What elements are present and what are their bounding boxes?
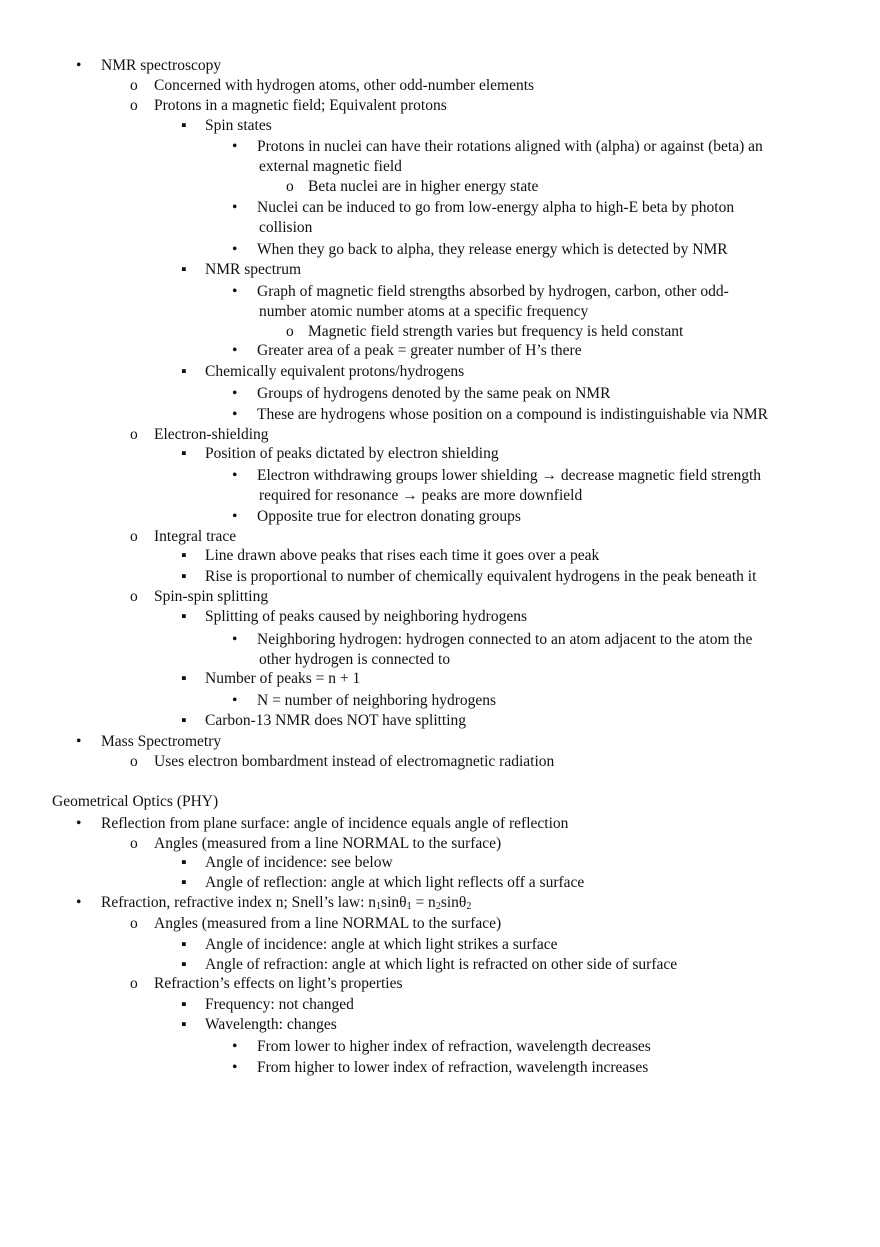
circle-marker: o [130, 835, 138, 852]
nmr-spin-spin: Spin-spin splitting [154, 588, 269, 605]
circle-marker: o [130, 528, 138, 545]
circle-marker: o [286, 323, 294, 340]
nmr-withdraw-l2: required for resonance → peaks are more downfield [259, 487, 583, 504]
nmr-chem-equiv: Chemically equivalent protons/hydrogens [205, 363, 465, 380]
optics-heading: Geometrical Optics (PHY) [52, 793, 219, 810]
optics-refraction-angle: Angle of refraction: angle at which light is refracted on other side of surface [205, 956, 678, 973]
nmr-graph-l2: number atomic number atoms at a specific frequency [259, 303, 589, 320]
square-marker: ▪ [181, 608, 187, 625]
bullet-marker: • [232, 385, 238, 402]
snell-sub-2: 2 [435, 901, 441, 912]
square-marker: ▪ [181, 261, 187, 278]
circle-marker: o [130, 753, 138, 770]
bullet-marker: • [76, 57, 82, 74]
optics-reflection: Reflection from plane surface: angle of incidence equals angle of reflection [101, 815, 569, 832]
square-marker: ▪ [181, 854, 187, 871]
nmr-induced-l1: Nuclei can be induced to go from low-energy alpha to high-E beta by photon [257, 199, 735, 216]
circle-marker: o [130, 915, 138, 932]
nmr-concerned: Concerned with hydrogen atoms, other odd-number elements [154, 77, 535, 94]
bullet-marker: • [232, 138, 238, 155]
circle-marker: o [286, 178, 294, 195]
optics-incidence-see: Angle of incidence: see below [205, 854, 393, 871]
square-marker: ▪ [181, 117, 187, 134]
nmr-neighbor-l1: Neighboring hydrogen: hydrogen connected to an atom adjacent to the atom the [257, 631, 753, 648]
optics-wavelength: Wavelength: changes [205, 1016, 337, 1033]
bullet-marker: • [76, 815, 82, 832]
bullet-marker: • [76, 733, 82, 750]
bullet-marker: • [232, 406, 238, 423]
optics-incidence-strikes: Angle of incidence: angle at which light strikes a surface [205, 936, 558, 953]
circle-marker: o [130, 77, 138, 94]
nmr-protons-field: Protons in a magnetic field; Equivalent protons [154, 97, 447, 114]
mass-title: Mass Spectrometry [101, 733, 222, 750]
circle-marker: o [130, 426, 138, 443]
snell-sin-theta-2: sinθ [440, 894, 467, 911]
mass-uses: Uses electron bombardment instead of electromagnetic radiation [154, 753, 555, 770]
nmr-shielding: Electron-shielding [154, 426, 269, 443]
nmr-spin-p1-l1: Protons in nuclei can have their rotations aligned with (alpha) or against (beta) an [257, 138, 763, 155]
optics-higher-lower: From higher to lower index of refraction, wavelength increases [257, 1059, 649, 1076]
refraction-prefix: Refraction, refractive index n; Snell’s law: n [101, 894, 377, 911]
bullet-marker: • [232, 342, 238, 359]
nmr-neighbor-l2: other hydrogen is connected to [259, 651, 451, 668]
nmr-indistinguishable: These are hydrogens whose position on a compound is indistinguishable via NMR [257, 406, 769, 423]
nmr-line-drawn: Line drawn above peaks that rises each time it goes over a peak [205, 547, 600, 564]
square-marker: ▪ [181, 712, 187, 729]
nmr-back-alpha: When they go back to alpha, they release energy which is detected by NMR [257, 241, 728, 258]
theta-sub-1: 1 [406, 901, 412, 912]
square-marker: ▪ [181, 363, 187, 380]
square-marker: ▪ [181, 670, 187, 687]
optics-lower-higher: From lower to higher index of refraction, wavelength decreases [257, 1038, 651, 1055]
nmr-groups: Groups of hydrogens denoted by the same peak on NMR [257, 385, 611, 402]
nmr-title: NMR spectroscopy [101, 57, 222, 74]
optics-reflection-angle: Angle of reflection: angle at which light reflects off a surface [205, 874, 585, 891]
nmr-integral: Integral trace [154, 528, 237, 545]
nmr-induced-l2: collision [259, 219, 313, 236]
nmr-splitting-peaks: Splitting of peaks caused by neighboring hydrogens [205, 608, 528, 625]
bullet-marker: • [232, 508, 238, 525]
nmr-rise-prop: Rise is proportional to number of chemically equivalent hydrogens in the peak beneath it [205, 568, 757, 585]
circle-marker: o [130, 975, 138, 992]
theta-sub-2: 2 [466, 901, 472, 912]
nmr-n-def: N = number of neighboring hydrogens [257, 692, 497, 709]
nmr-spectrum: NMR spectrum [205, 261, 302, 278]
bullet-marker: • [232, 241, 238, 258]
nmr-field-varies: Magnetic field strength varies but frequency is held constant [308, 323, 684, 340]
nmr-graph-l1: Graph of magnetic field strengths absorbed by hydrogen, carbon, other odd- [257, 283, 729, 300]
optics-angles-normal-2: Angles (measured from a line NORMAL to the surface) [154, 915, 502, 932]
nmr-opposite: Opposite true for electron donating groups [257, 508, 521, 525]
bullet-marker: • [232, 1038, 238, 1055]
nmr-spin-states: Spin states [205, 117, 272, 134]
bullet-marker: • [232, 692, 238, 709]
square-marker: ▪ [181, 996, 187, 1013]
optics-effects: Refraction’s effects on light’s properties [154, 975, 403, 992]
nmr-withdraw-l1: Electron withdrawing groups lower shielding → decrease magnetic field strength [257, 467, 762, 484]
bullet-marker: • [232, 631, 238, 648]
square-marker: ▪ [181, 936, 187, 953]
snell-sub-1: 1 [376, 901, 382, 912]
nmr-beta-higher: Beta nuclei are in higher energy state [308, 178, 539, 195]
nmr-c13: Carbon-13 NMR does NOT have splitting [205, 712, 467, 729]
square-marker: ▪ [181, 1016, 187, 1033]
circle-marker: o [130, 97, 138, 114]
nmr-spin-p1-l2: external magnetic field [259, 158, 402, 175]
square-marker: ▪ [181, 956, 187, 973]
optics-angles-normal: Angles (measured from a line NORMAL to the surface) [154, 835, 502, 852]
bullet-marker: • [76, 894, 82, 911]
square-marker: ▪ [181, 874, 187, 891]
square-marker: ▪ [181, 547, 187, 564]
square-marker: ▪ [181, 568, 187, 585]
circle-marker: o [130, 588, 138, 605]
square-marker: ▪ [181, 445, 187, 462]
nmr-position-peaks: Position of peaks dictated by electron shielding [205, 445, 499, 462]
nmr-num-peaks: Number of peaks = n + 1 [205, 670, 361, 687]
optics-frequency: Frequency: not changed [205, 996, 354, 1013]
nmr-greater-area: Greater area of a peak = greater number of H’s there [257, 342, 582, 359]
bullet-marker: • [232, 199, 238, 216]
snell-equals-n: = n [411, 894, 436, 911]
bullet-marker: • [232, 467, 238, 484]
bullet-marker: • [232, 1059, 238, 1076]
bullet-marker: • [232, 283, 238, 300]
snell-sin-theta-1: sinθ [381, 894, 407, 911]
